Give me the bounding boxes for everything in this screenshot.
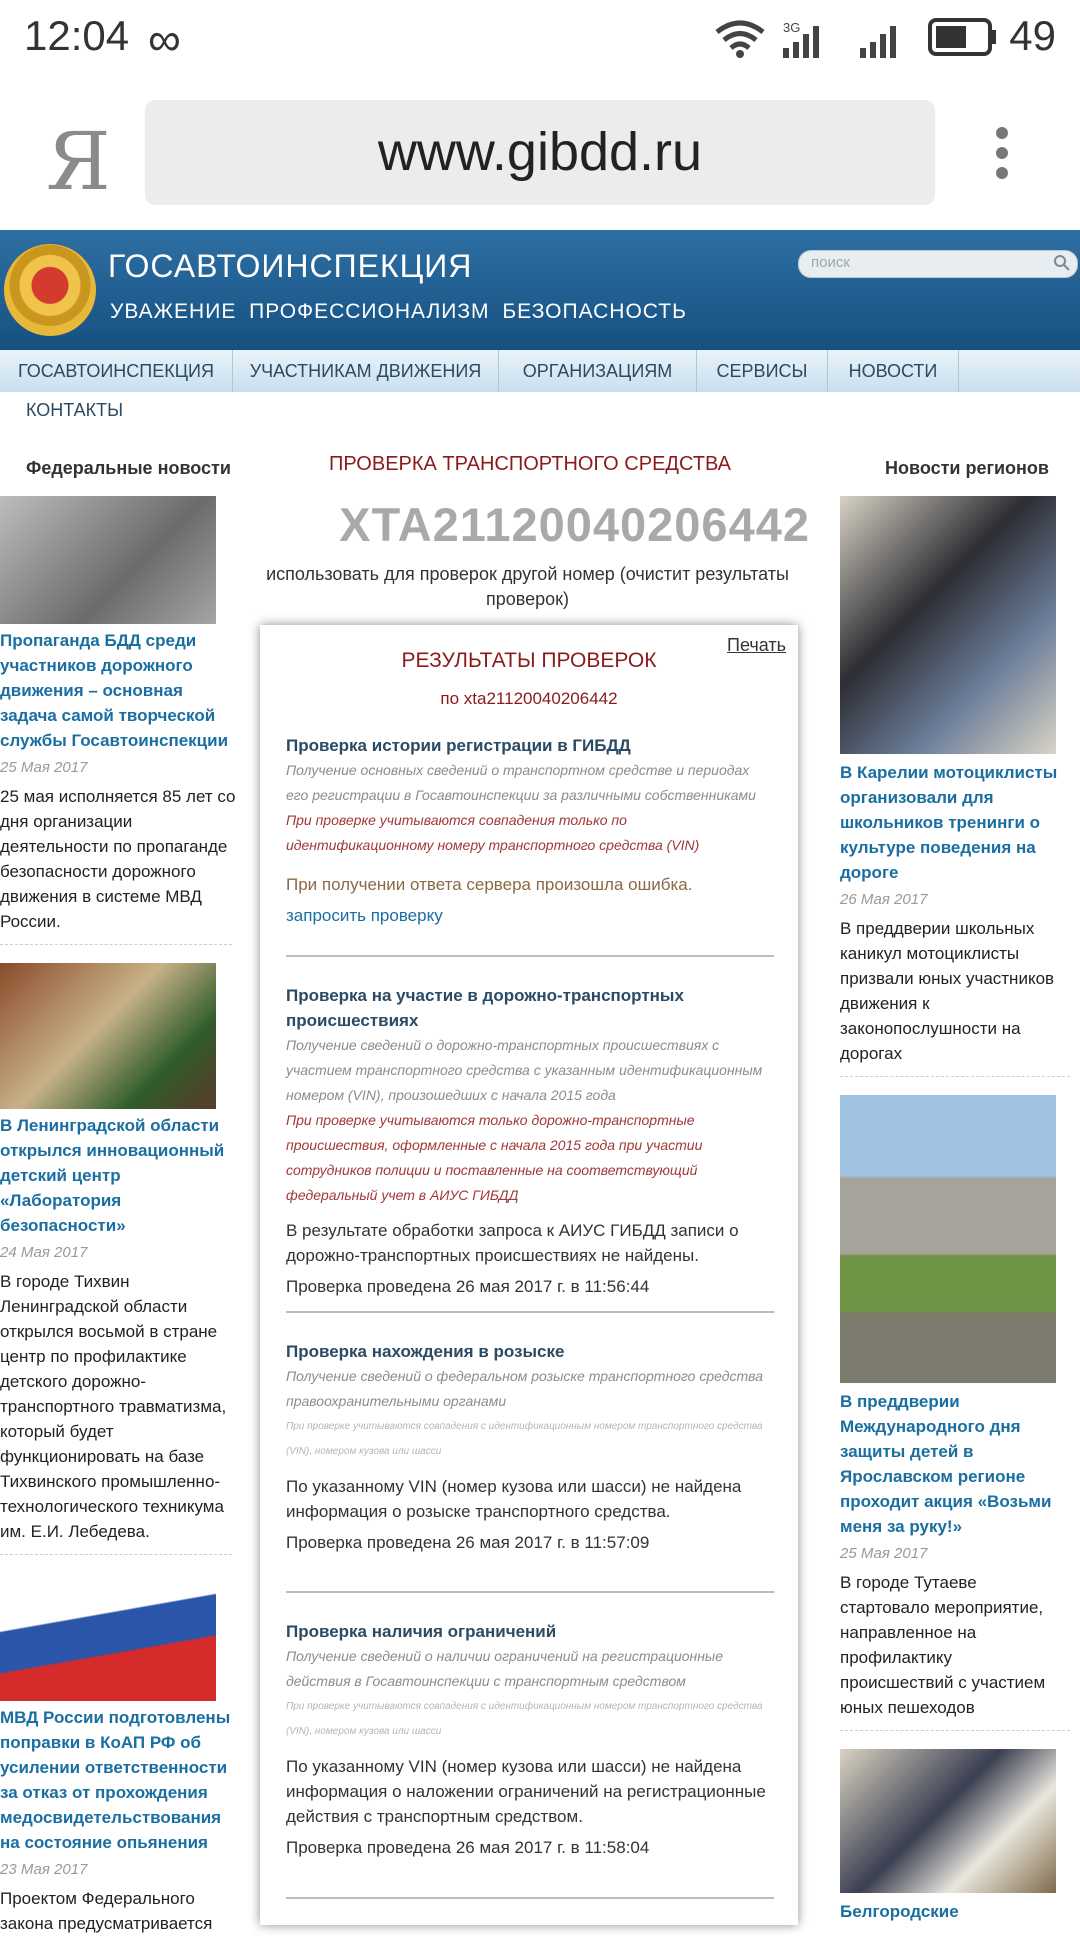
check-date: Проверка проведена 26 мая 2017 г. в 11:58:04 xyxy=(286,1838,650,1857)
nav-item-news[interactable]: НОВОСТИ xyxy=(828,350,959,392)
check-registration-history xyxy=(286,733,774,928)
results-title: РЕЗУЛЬТАТЫ ПРОВЕРОК xyxy=(401,649,657,672)
regional-news-list xyxy=(840,496,1070,1924)
vin-number: XTA21120040206442 xyxy=(339,498,810,551)
signal-icon-2 xyxy=(860,26,896,58)
address-bar[interactable]: www.gibdd.ru xyxy=(145,100,935,205)
news-image[interactable] xyxy=(0,963,216,1109)
check-date: Проверка проведена 26 мая 2017 г. в 11:56:44 xyxy=(286,1277,650,1296)
news-divider xyxy=(840,1730,1070,1731)
site-header xyxy=(0,230,1080,350)
check-description: Получение основных сведений о транспортном средстве и периодах его регистрации в Госавтоинспекции за различными собственниками xyxy=(286,762,756,803)
news-title[interactable]: В преддверии Международного дня защиты детей в Ярославском регионе проходит акция «Возьми меня за руку!» xyxy=(840,1392,1052,1536)
news-divider xyxy=(0,944,232,945)
search-placeholder: поиск xyxy=(811,254,850,271)
news-text: В преддверии школьных каникул мотоциклисты призвали юных участников движения к законопослушности на дорогах xyxy=(840,919,1055,1063)
battery-level: 49 xyxy=(1009,12,1056,59)
print-link[interactable]: Печать xyxy=(727,635,786,655)
yandex-logo-icon[interactable]: Я xyxy=(46,115,111,208)
news-image[interactable] xyxy=(0,1573,216,1701)
news-date: 24 Мая 2017 xyxy=(0,1244,88,1261)
news-title[interactable]: В Ленинградской области открылся инновационный детский центр «Лаборатория безопасности» xyxy=(0,1116,225,1235)
federal-news-list xyxy=(0,496,238,1936)
main-nav xyxy=(0,350,1080,392)
infinity-icon: ∞ xyxy=(148,13,181,65)
news-image[interactable] xyxy=(840,496,1056,754)
check-description: Получение сведений о наличии ограничений на регистрационные действия в Госавтоинспекции с транспортным средством xyxy=(286,1648,724,1689)
nav-item-organizations[interactable]: ОРГАНИЗАЦИЯМ xyxy=(499,350,697,392)
search-input[interactable] xyxy=(798,250,1078,278)
browser-toolbar xyxy=(0,75,1080,230)
check-divider xyxy=(286,1311,774,1313)
news-divider xyxy=(840,1076,1070,1077)
use-other-number-link[interactable]: использовать для проверок другой номер (очистит результаты проверок) xyxy=(266,564,789,609)
check-date: Проверка проведена 26 мая 2017 г. в 11:57:09 xyxy=(286,1533,650,1552)
check-restrictions xyxy=(286,1619,774,1860)
news-date: 25 Мая 2017 xyxy=(840,1545,928,1562)
check-accidents xyxy=(286,983,774,1299)
nav-item-gosavtoinspekciya[interactable]: ГОСАВТОИНСПЕКЦИЯ xyxy=(0,350,233,392)
nav-item-services[interactable]: СЕРВИСЫ xyxy=(697,350,828,392)
battery-icon xyxy=(928,18,998,58)
nav-item-participants[interactable]: УЧАСТНИКАМ ДВИЖЕНИЯ xyxy=(233,350,499,392)
network-type: 3G xyxy=(783,20,801,35)
news-title[interactable]: МВД России подготовлены поправки в КоАП РФ об усилении ответственности за отказ от прохождения медосвидетельствования на состояние опьянения xyxy=(0,1708,231,1852)
check-error: При получении ответа сервера произошла ошибка. xyxy=(286,875,693,894)
vehicle-check-title: ПРОВЕРКА ТРАНСПОРТНОГО СРЕДСТВА xyxy=(329,453,731,475)
connectivity-icons xyxy=(715,18,920,63)
check-divider xyxy=(286,1591,774,1593)
news-title[interactable]: Белгородские xyxy=(840,1902,959,1921)
news-image[interactable] xyxy=(0,496,216,624)
news-date: 23 Мая 2017 xyxy=(0,1861,88,1878)
check-note: При проверке учитываются совпадения только по идентификационному номеру транспортного средства (VIN) xyxy=(286,812,700,853)
news-text: В городе Тутаеве стартовало мероприятие, направленное на профилактику происшествий с участием юных пешеходов xyxy=(840,1573,1046,1717)
news-image[interactable] xyxy=(840,1095,1056,1383)
request-check-link[interactable]: запросить проверку xyxy=(286,906,443,925)
browser-menu-icon[interactable] xyxy=(994,127,1010,187)
news-date: 25 Мая 2017 xyxy=(0,759,88,776)
gibdd-emblem-icon[interactable] xyxy=(4,244,96,336)
check-divider xyxy=(286,1897,774,1899)
news-text: Проектом Федерального закона предусматривается xyxy=(0,1889,213,1933)
news-text: В городе Тихвин Ленинградской области открылся восьмой в стране центр по профилактике детского дорожно-транспортного травматизма, который будет функционировать на базе Тихвинского промышленно-технологического техникума им. Е.И. Лебедева. xyxy=(0,1272,227,1541)
check-result: По указанному VIN (номер кузова или шасси) не найдена информация о розыске транспортного средства. xyxy=(286,1477,742,1521)
regional-news-heading: Новости регионов xyxy=(885,458,1049,478)
status-bar xyxy=(0,0,1080,75)
news-divider xyxy=(0,1554,232,1555)
check-title: Проверка на участие в дорожно-транспортных происшествиях xyxy=(286,986,684,1030)
check-note: При проверке учитываются совпадения с идентификационным номером транспортного средства (VIN), номером кузова или шасси xyxy=(286,1701,763,1737)
news-date: 26 Мая 2017 xyxy=(840,891,928,908)
check-title: Проверка наличия ограничений xyxy=(286,1622,557,1641)
site-title[interactable]: ГОСАВТОИНСПЕКЦИЯ xyxy=(108,248,473,284)
check-title: Проверка нахождения в розыске xyxy=(286,1342,565,1361)
news-title[interactable]: Пропаганда БДД среди участников дорожного движения – основная задача самой творческой службы Госавтоинспекции xyxy=(0,631,229,750)
check-title: Проверка истории регистрации в ГИБДД xyxy=(286,736,631,755)
federal-news-heading: Федеральные новости xyxy=(26,458,231,478)
status-time: 12:04 xyxy=(24,12,130,59)
site-motto: УВАЖЕНИЕ ПРОФЕССИОНАЛИЗМ БЕЗОПАСНОСТЬ xyxy=(110,300,687,323)
news-title[interactable]: В Карелии мотоциклисты организовали для школьников тренинги о культуре поведения на дороге xyxy=(840,763,1058,882)
check-wanted xyxy=(286,1339,774,1555)
results-panel xyxy=(260,625,798,1925)
news-text: 25 мая исполняется 85 лет со дня организации деятельности по пропаганде безопасности дорожного движения в системе МВД России. xyxy=(0,787,236,931)
check-result: В результате обработки запроса к АИУС ГИБДД записи о дорожно-транспортных происшествиях не найдены. xyxy=(286,1221,739,1265)
check-note: При проверке учитываются только дорожно-транспортные происшествия, оформленные с начала 2015 года при участии сотрудников полиции и поставленные на соответствующий федеральный учет в АИУС ГИБДД xyxy=(286,1112,703,1203)
check-divider xyxy=(286,955,774,957)
check-description: Получение сведений о федеральном розыске транспортного средства правоохранительными органами xyxy=(286,1368,763,1409)
wifi-icon xyxy=(717,23,763,48)
nav-item-contacts[interactable]: КОНТАКТЫ xyxy=(26,400,124,420)
check-result: По указанному VIN (номер кузова или шасси) не найдена информация о наложении ограничений на регистрационные действия с транспортным средством. xyxy=(286,1757,766,1826)
news-image[interactable] xyxy=(840,1749,1056,1893)
search-icon[interactable] xyxy=(1053,254,1071,272)
check-description: Получение сведений о дорожно-транспортных происшествиях с участием транспортного средства с указанным идентификационным номером (VIN), произошедших с начала 2015 года xyxy=(286,1037,763,1103)
check-note: При проверке учитываются совпадения с идентификационным номером транспортного средства (VIN), номером кузова или шасси xyxy=(286,1421,763,1457)
results-subtitle: по xta21120040206442 xyxy=(440,689,618,708)
